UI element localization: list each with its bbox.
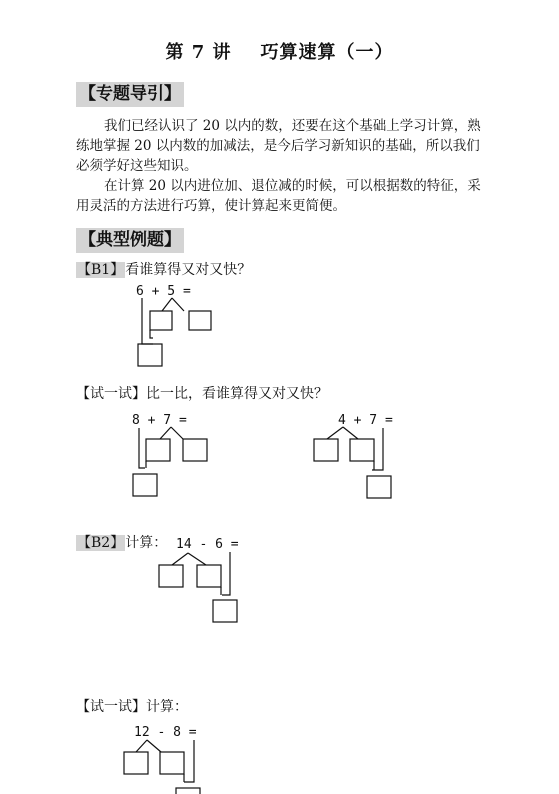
answer-box — [183, 439, 207, 461]
split-lines — [160, 427, 183, 439]
try-2-prompt: 【试一试】计算： — [76, 699, 188, 715]
answer-box — [138, 344, 162, 366]
answer-box — [367, 476, 391, 498]
try-1-prompt: 【试一试】比一比，看谁算得又对又快？ — [76, 386, 328, 402]
split-lines — [162, 298, 184, 311]
bracket-line — [139, 428, 146, 468]
example-b2-expression: 14 - 6 = — [176, 537, 239, 552]
answer-box — [159, 565, 183, 587]
try-1-expression-a: 8 + 7 = — [132, 413, 187, 428]
try-2-expression: 12 - 8 = — [134, 725, 197, 740]
page-title: 第 7 讲 巧算速算（一） — [165, 42, 394, 63]
example-b1-expression: 6 + 5 = — [136, 284, 191, 299]
answer-box — [213, 600, 237, 622]
answer-box — [314, 439, 338, 461]
split-lines — [172, 553, 206, 565]
diagram-b1 — [138, 298, 211, 366]
example-b1-tag: 【B1】 — [77, 262, 125, 278]
answer-box — [176, 788, 200, 794]
diagram-try-2 — [124, 740, 200, 794]
example-b1-text: 看谁算得又对又快？ — [125, 262, 252, 278]
answer-box — [124, 752, 148, 774]
split-lines — [136, 740, 161, 752]
section-heading-examples: 【典型例题】 — [76, 228, 184, 253]
answer-box — [160, 752, 184, 774]
intro-paragraph-1: 我们已经认识了 20 以内的数，还要在这个基础上学习计算，熟练地掌握 20 以内数的加减法，是今后学习新知识的基础，所以我们必须学好这些知识。 — [76, 118, 481, 174]
answer-box — [146, 439, 170, 461]
diagram-b2 — [159, 552, 237, 622]
split-lines — [327, 427, 358, 439]
section-heading-intro: 【专题导引】 — [76, 82, 184, 107]
try-1-expression-b: 4 + 7 = — [338, 413, 393, 428]
bracket-line — [142, 298, 153, 344]
example-b2-text: 计算： — [125, 535, 168, 551]
answer-box — [197, 565, 221, 587]
bracket-line — [184, 740, 194, 782]
answer-box — [189, 311, 211, 330]
answer-box — [133, 474, 157, 496]
diagram-try-1b — [314, 427, 391, 498]
answer-box — [350, 439, 374, 461]
diagram-try-1a — [133, 427, 207, 496]
answer-box — [150, 311, 172, 330]
bracket-line — [221, 552, 230, 595]
intro-paragraph-2: 在计算 20 以内进位加、退位减的时候，可以根据数的特征，采用灵活的方法进行巧算，使计算起来更简便。 — [76, 178, 481, 214]
example-b2-tag: 【B2】 — [77, 535, 125, 551]
